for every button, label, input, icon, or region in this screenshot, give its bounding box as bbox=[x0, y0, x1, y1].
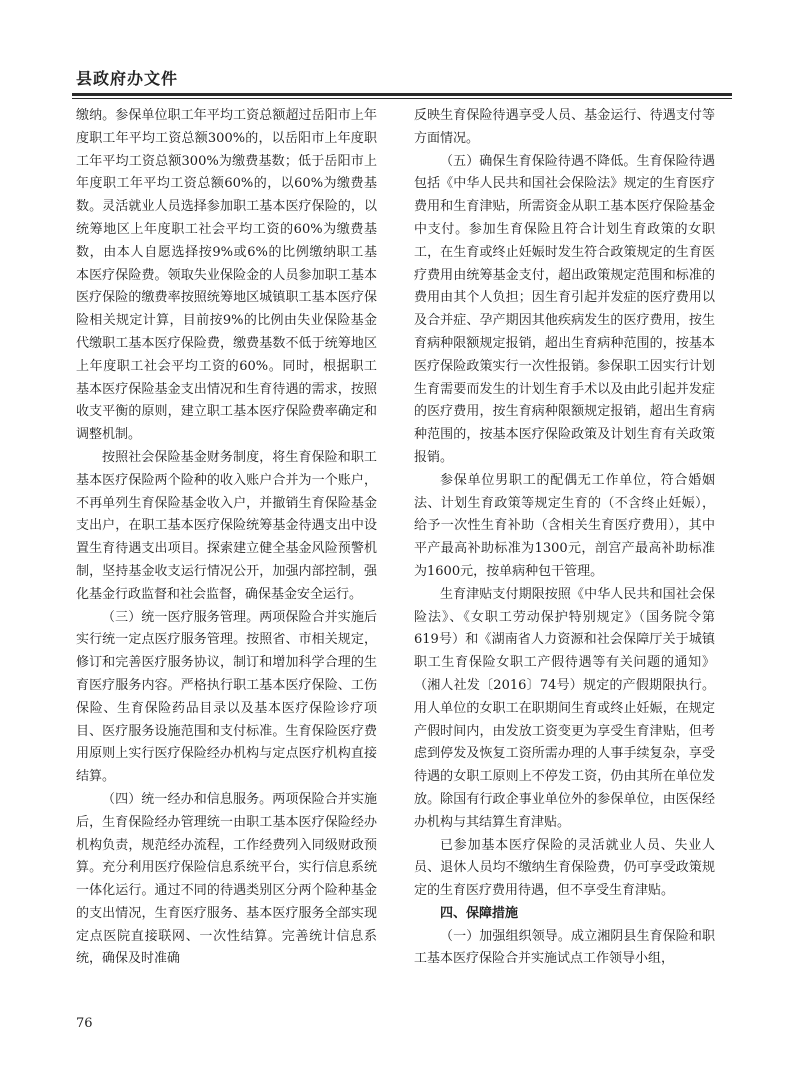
paragraph bbox=[76, 789, 377, 971]
section-heading: 四、保障措施 bbox=[440, 905, 519, 921]
paragraph-text: 两项保险合并实施后，生育保险经办管理统一由职工基本医疗保险经办机构负责，规范经办流程，工作经费列入同级财政预算。充分利用医疗保险信息系统平台，实行信息系统一体化运行。通过不同的待遇类别区分两个险种基金的支出情况，生育医疗服务、基本医疗服务全部实现定点医院直接联网、一次性结算。完善统计信息系统，确保及时准确 bbox=[76, 791, 377, 967]
section-label: （五）确保生育保险待遇不降低。 bbox=[440, 153, 637, 169]
paragraph: 反映生育保险待遇享受人员、基金运行、待遇支付等方面情况。 bbox=[414, 108, 715, 146]
paragraph-text: 生育保险待遇包括《中华人民共和国社会保险法》规定的生育医疗费用和生育津贴，所需资金从职工基本医疗保险基金中支付。参加生育保险且符合计划生育政策的女职工，在生育或终止妊娠时发生符合政策规定的生育医疗费用由统筹基金支付，超出政策规定范围和标准的费用由其个人负担；因生育引起并发症的医疗费用以及合并症、孕产期因其他疾病发生的医疗费用，按生育病种限额规定报销，超出生育病种范围的，按基本医疗保险政策实行一次性报销。参保职工因实行计划生育需要而发生的计划生育手术以及由此引起并发症的医疗费用，按生育病种限额规定报销，超出生育病种范围的，按基本医疗保险政策及计划生育有关政策报销。 bbox=[414, 153, 715, 465]
paragraph-text: 成立湘阴县生育保险和职工基本医疗保险合并实施试点工作领导小组， bbox=[414, 928, 715, 967]
section-label: （一）加强组织领导。 bbox=[440, 928, 571, 944]
page-number: 76 bbox=[76, 1016, 93, 1031]
paragraph: 按照社会保险基金财务制度，将生育保险和职工基本医疗保险两个险种的收入账户合并为一个账户，不再单列生育保险基金收入户，并撤销生育保险基金支出户，在职工基本医疗保险统筹基金待遇支出中设置生育待遇支出项目。探索建立健全基金风险预警机制，坚持基金收支运行情况公开，加强内部控制，强化基金行政监督和社会监督，确保基金安全运行。 bbox=[76, 449, 377, 602]
paragraph: 生育津贴支付期限按照《中华人民共和国社会保险法》、《女职工劳动保护特别规定》（国务院令第619号）和《湖南省人力资源和社会保障厅关于城镇职工生育保险女职工产假待遇等有关问题的通知》（湘人社发〔2016〕74号）规定的产假期限执行。用人单位的女职工在职期间生育或终止妊娠，在规定产假时间内，由发放工资变更为享受生育津贴，但考虑到停发及恢复工资所需办理的人事手续复杂，享受待遇的女职工原则上不停发工资，仍由其所在单位发放。除国有行政企事业单位外的参保单位，由医保经办机构与其结算生育津贴。 bbox=[414, 586, 715, 830]
right-text-column bbox=[414, 105, 715, 971]
section-label: （三）统一医疗服务管理。 bbox=[102, 609, 260, 625]
paragraph: 缴纳。参保单位职工年平均工资总额超过岳阳市上年度职工年平均工资总额300%的，以岳阳市上年度职工年平均工资总额300%为缴费基数；低于岳阳市上年度职工年平均工资总额60%的，以60%为缴费基数。灵活就业人员选择参加职工基本医疗保险的，以统筹地区上年度职工社会平均工资的60%为缴费基数，由本人自愿选择按9%或6%的比例缴纳职工基本医疗保险费。领取失业保险金的人员参加职工基本医疗保险的缴费率按照统筹地区城镇职工基本医疗保险相关规定计算，目前按9%的比例由失业保险基金代缴职工基本医疗保险费，缴费基数不低于统筹地区上年度职工社会平均工资的60%。同时，根据职工基本医疗保险基金支出情况和生育待遇的需求，按照收支平衡的原则，建立职工基本医疗保险费率确定和调整机制。 bbox=[76, 108, 377, 443]
paragraph: 参保单位男职工的配偶无工作单位，符合婚姻法、计划生育政策等规定生育的（不含终止妊娠），给予一次性生育补助（含相关生育医疗费用），其中平产最高补助标准为1300元，剖宫产最高补助标准为1600元，按单病种包干管理。 bbox=[414, 472, 715, 579]
document-header-title: 县政府办文件 bbox=[76, 69, 179, 88]
left-text-column bbox=[76, 105, 377, 971]
header-rule-thick bbox=[72, 93, 732, 96]
paragraph bbox=[76, 607, 377, 789]
paragraph: 已参加基本医疗保险的灵活就业人员、失业人员、退休人员均不缴纳生育保险费，仍可享受政策规定的生育医疗费用待遇，但不享受生育津贴。 bbox=[414, 837, 715, 899]
paragraph bbox=[414, 151, 715, 470]
section-label: （四）统一经办和信息服务。 bbox=[102, 791, 273, 807]
paragraph-text: 两项保险合并实施后实行统一定点医疗服务管理。按照省、市相关规定，修订和完善医疗服务协议，制订和增加科学合理的生育医疗服务内容。严格执行职工基本医疗保险、工伤保险、生育保险药品目录以及基本医疗保险诊疗项目、医疗服务设施范围和支付标准。生育保险医疗费用原则上实行医疗保险经办机构与定点医疗机构直接结算。 bbox=[76, 609, 377, 785]
header-rule-thin bbox=[72, 98, 732, 99]
paragraph bbox=[414, 926, 715, 972]
